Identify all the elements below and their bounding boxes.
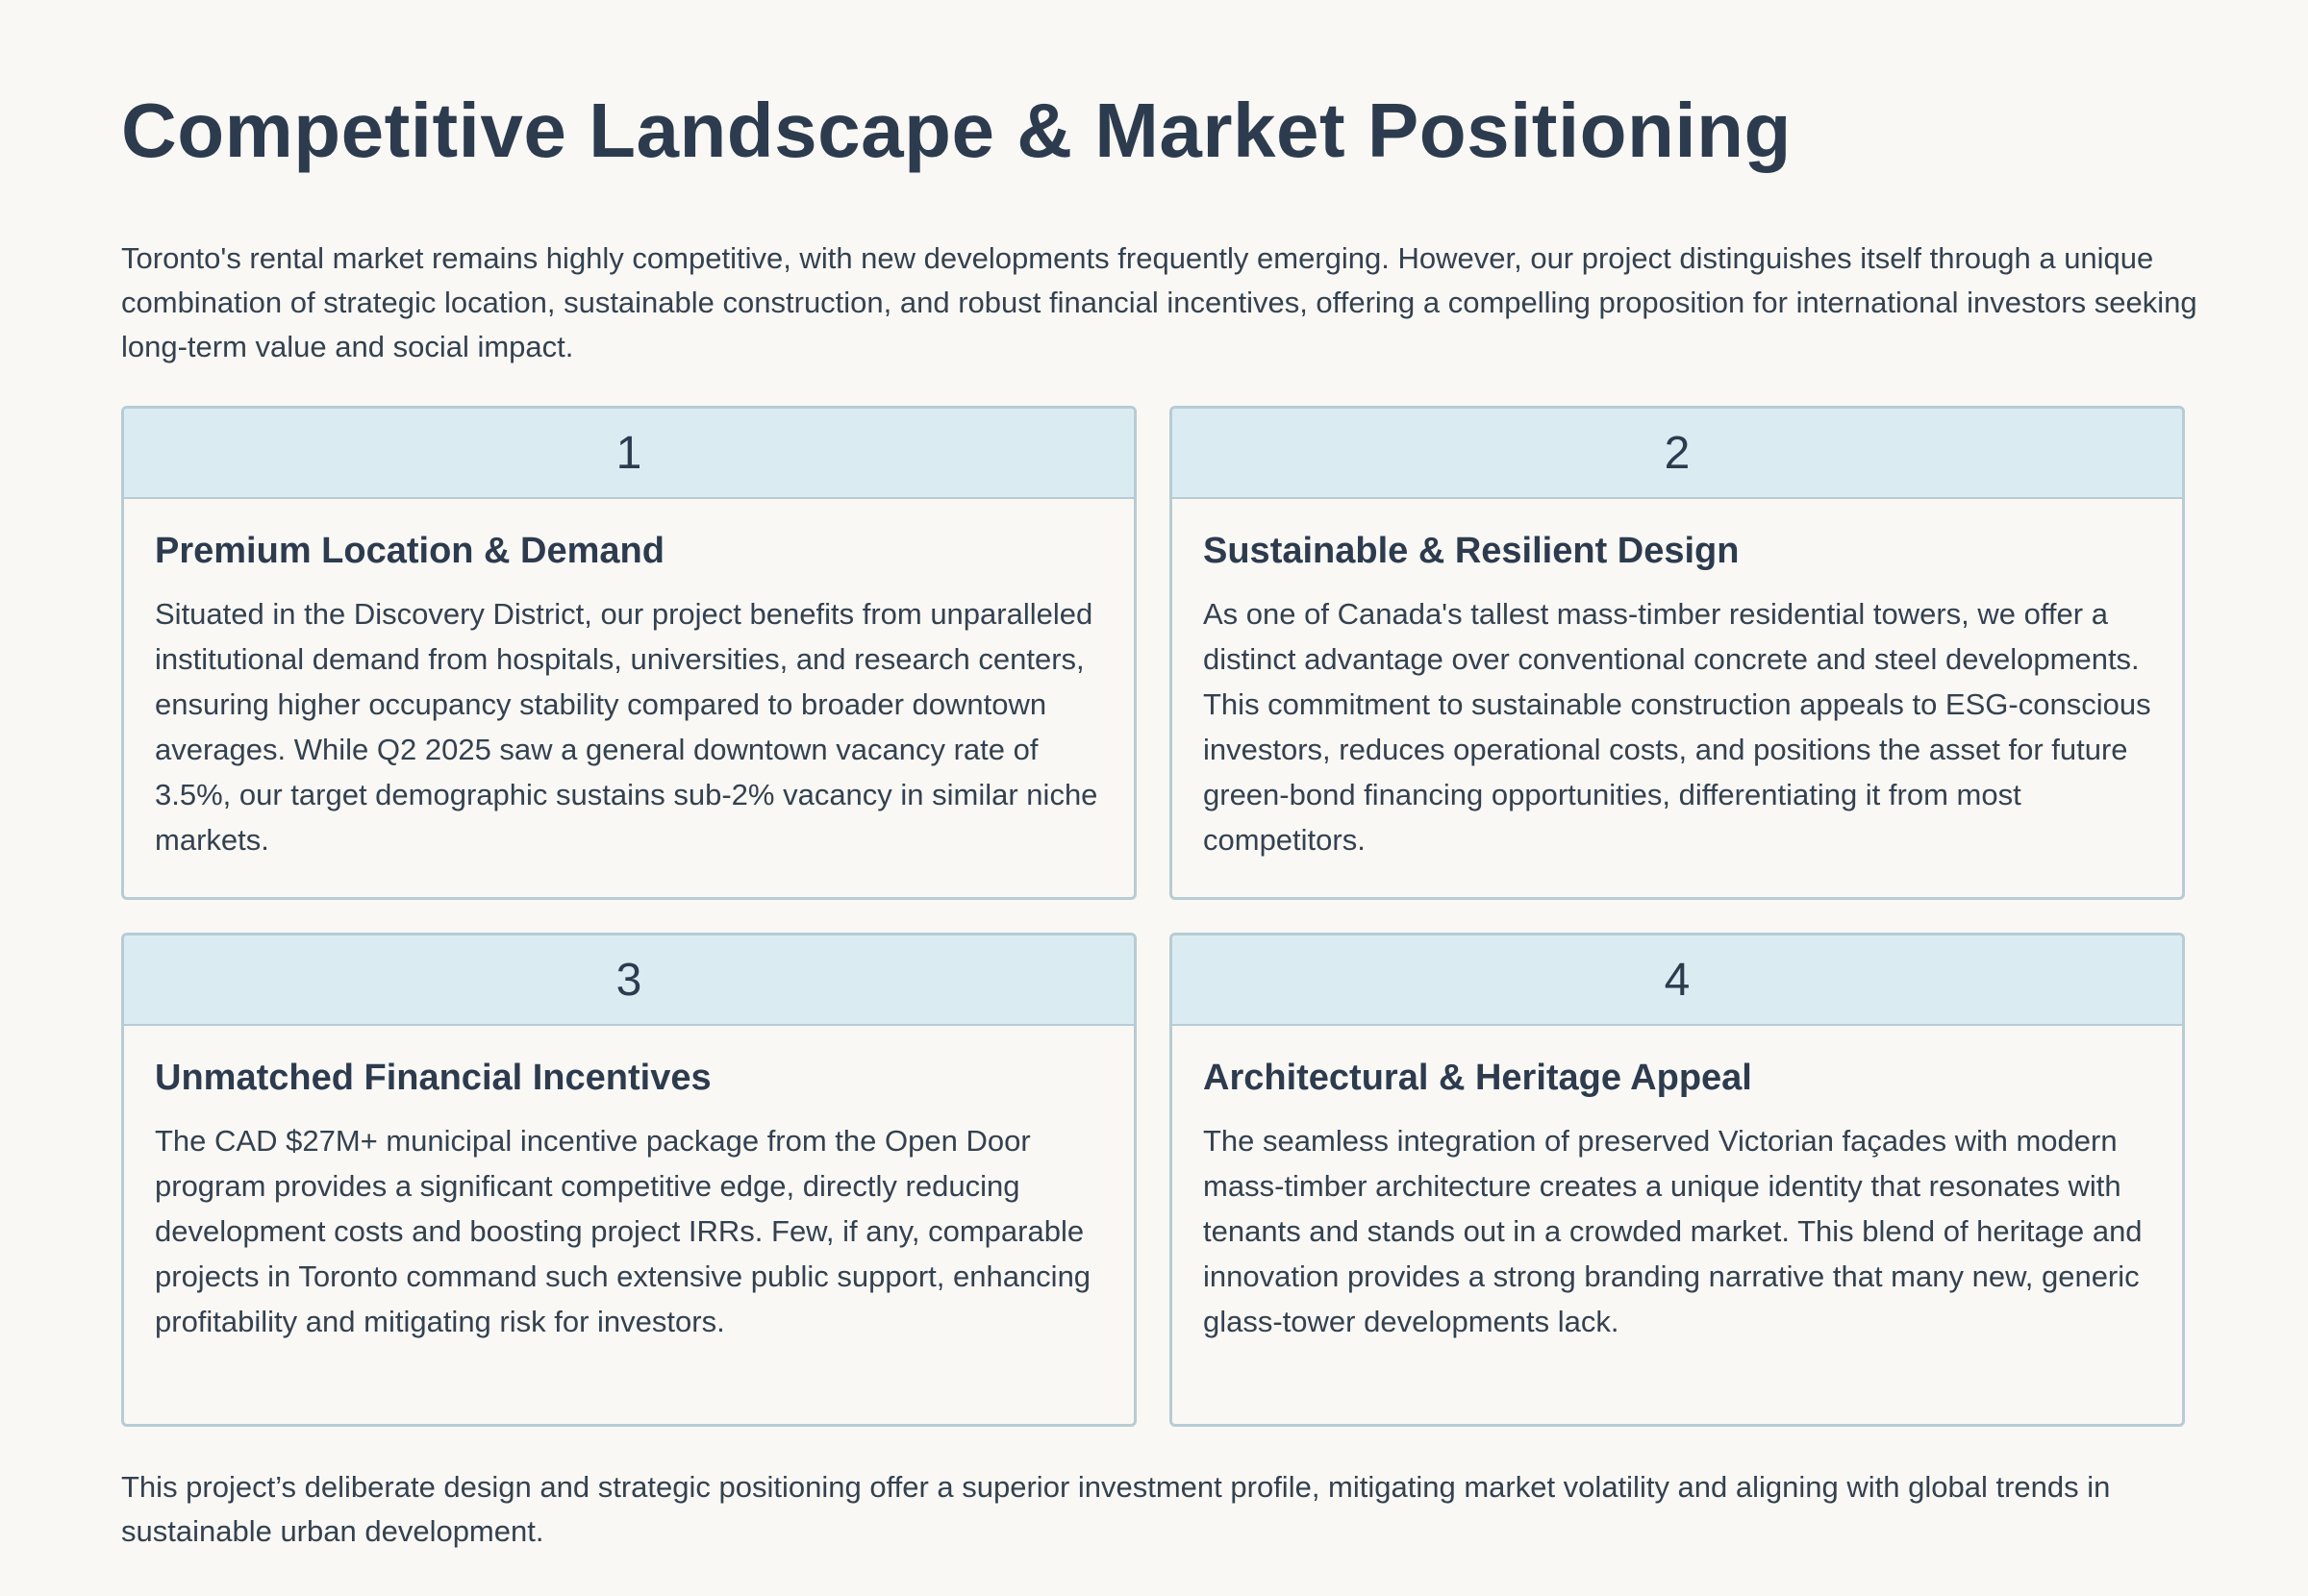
card-number: 3 bbox=[124, 935, 1134, 1026]
card-text: The CAD $27M+ municipal incentive package from the Open Door program provides a significant competitive edge, directly reducing development costs and boosting project IRRs. Few, if any, comparable projects in Toronto command such extensive public support, enhancing profitability and mitigating risk for investors. bbox=[155, 1124, 1091, 1338]
card-text: The seamless integration of preserved Victorian façades with modern mass-timber architecture creates a unique identity that resonates with tenants and stands out in a crowded market. This blend of heritage and innovation provides a strong branding narrative that many new, generic glass-tower developments lack. bbox=[1203, 1124, 2143, 1338]
page-title: Competitive Landscape & Market Positioning bbox=[121, 87, 1792, 173]
card-number: 4 bbox=[1172, 935, 2182, 1026]
advantage-card-1 bbox=[121, 406, 1137, 900]
advantage-card-4 bbox=[1169, 933, 2185, 1427]
card-heading: Unmatched Financial Incentives bbox=[155, 1058, 712, 1098]
intro-paragraph: Toronto's rental market remains highly competitive, with new developments frequently emerging. However, our project distinguishes itself through a unique combination of strategic location, sustainable construction, and robust financial incentives, offering a compelling proposition for international investors seeking long-term value and social impact. bbox=[121, 241, 2197, 363]
card-heading: Architectural & Heritage Appeal bbox=[1203, 1058, 1752, 1098]
card-body bbox=[124, 499, 1134, 862]
card-text: As one of Canada's tallest mass-timber residential towers, we offer a distinct advantage over conventional concrete and steel developments. This commitment to sustainable construction appeals to ESG-conscious investors, reduces operational costs, and positions the asset for future green-bond financing opportunities, differentiating it from most competitors. bbox=[1203, 597, 2151, 857]
conclusion-paragraph: This project’s deliberate design and strategic positioning offer a superior investment profile, mitigating market volatility and aligning with global trends in sustainable urban development. bbox=[121, 1470, 2111, 1548]
card-body bbox=[1172, 1026, 2182, 1344]
card-text: Situated in the Discovery District, our project benefits from unparalleled institutional demand from hospitals, universities, and research centers, ensuring higher occupancy stability compared to broader downtown averages. While Q2 2025 saw a general downtown vacancy rate of 3.5%, our target demographic sustains sub-2% vacancy in similar niche markets. bbox=[155, 597, 1098, 857]
card-body bbox=[1172, 499, 2182, 862]
card-heading: Sustainable & Resilient Design bbox=[1203, 531, 1740, 571]
advantage-card-3 bbox=[121, 933, 1137, 1427]
card-heading: Premium Location & Demand bbox=[155, 531, 665, 571]
card-number: 1 bbox=[124, 409, 1134, 499]
card-body bbox=[124, 1026, 1134, 1344]
card-number: 2 bbox=[1172, 409, 2182, 499]
advantages-grid bbox=[121, 406, 2187, 1427]
advantage-card-2 bbox=[1169, 406, 2185, 900]
